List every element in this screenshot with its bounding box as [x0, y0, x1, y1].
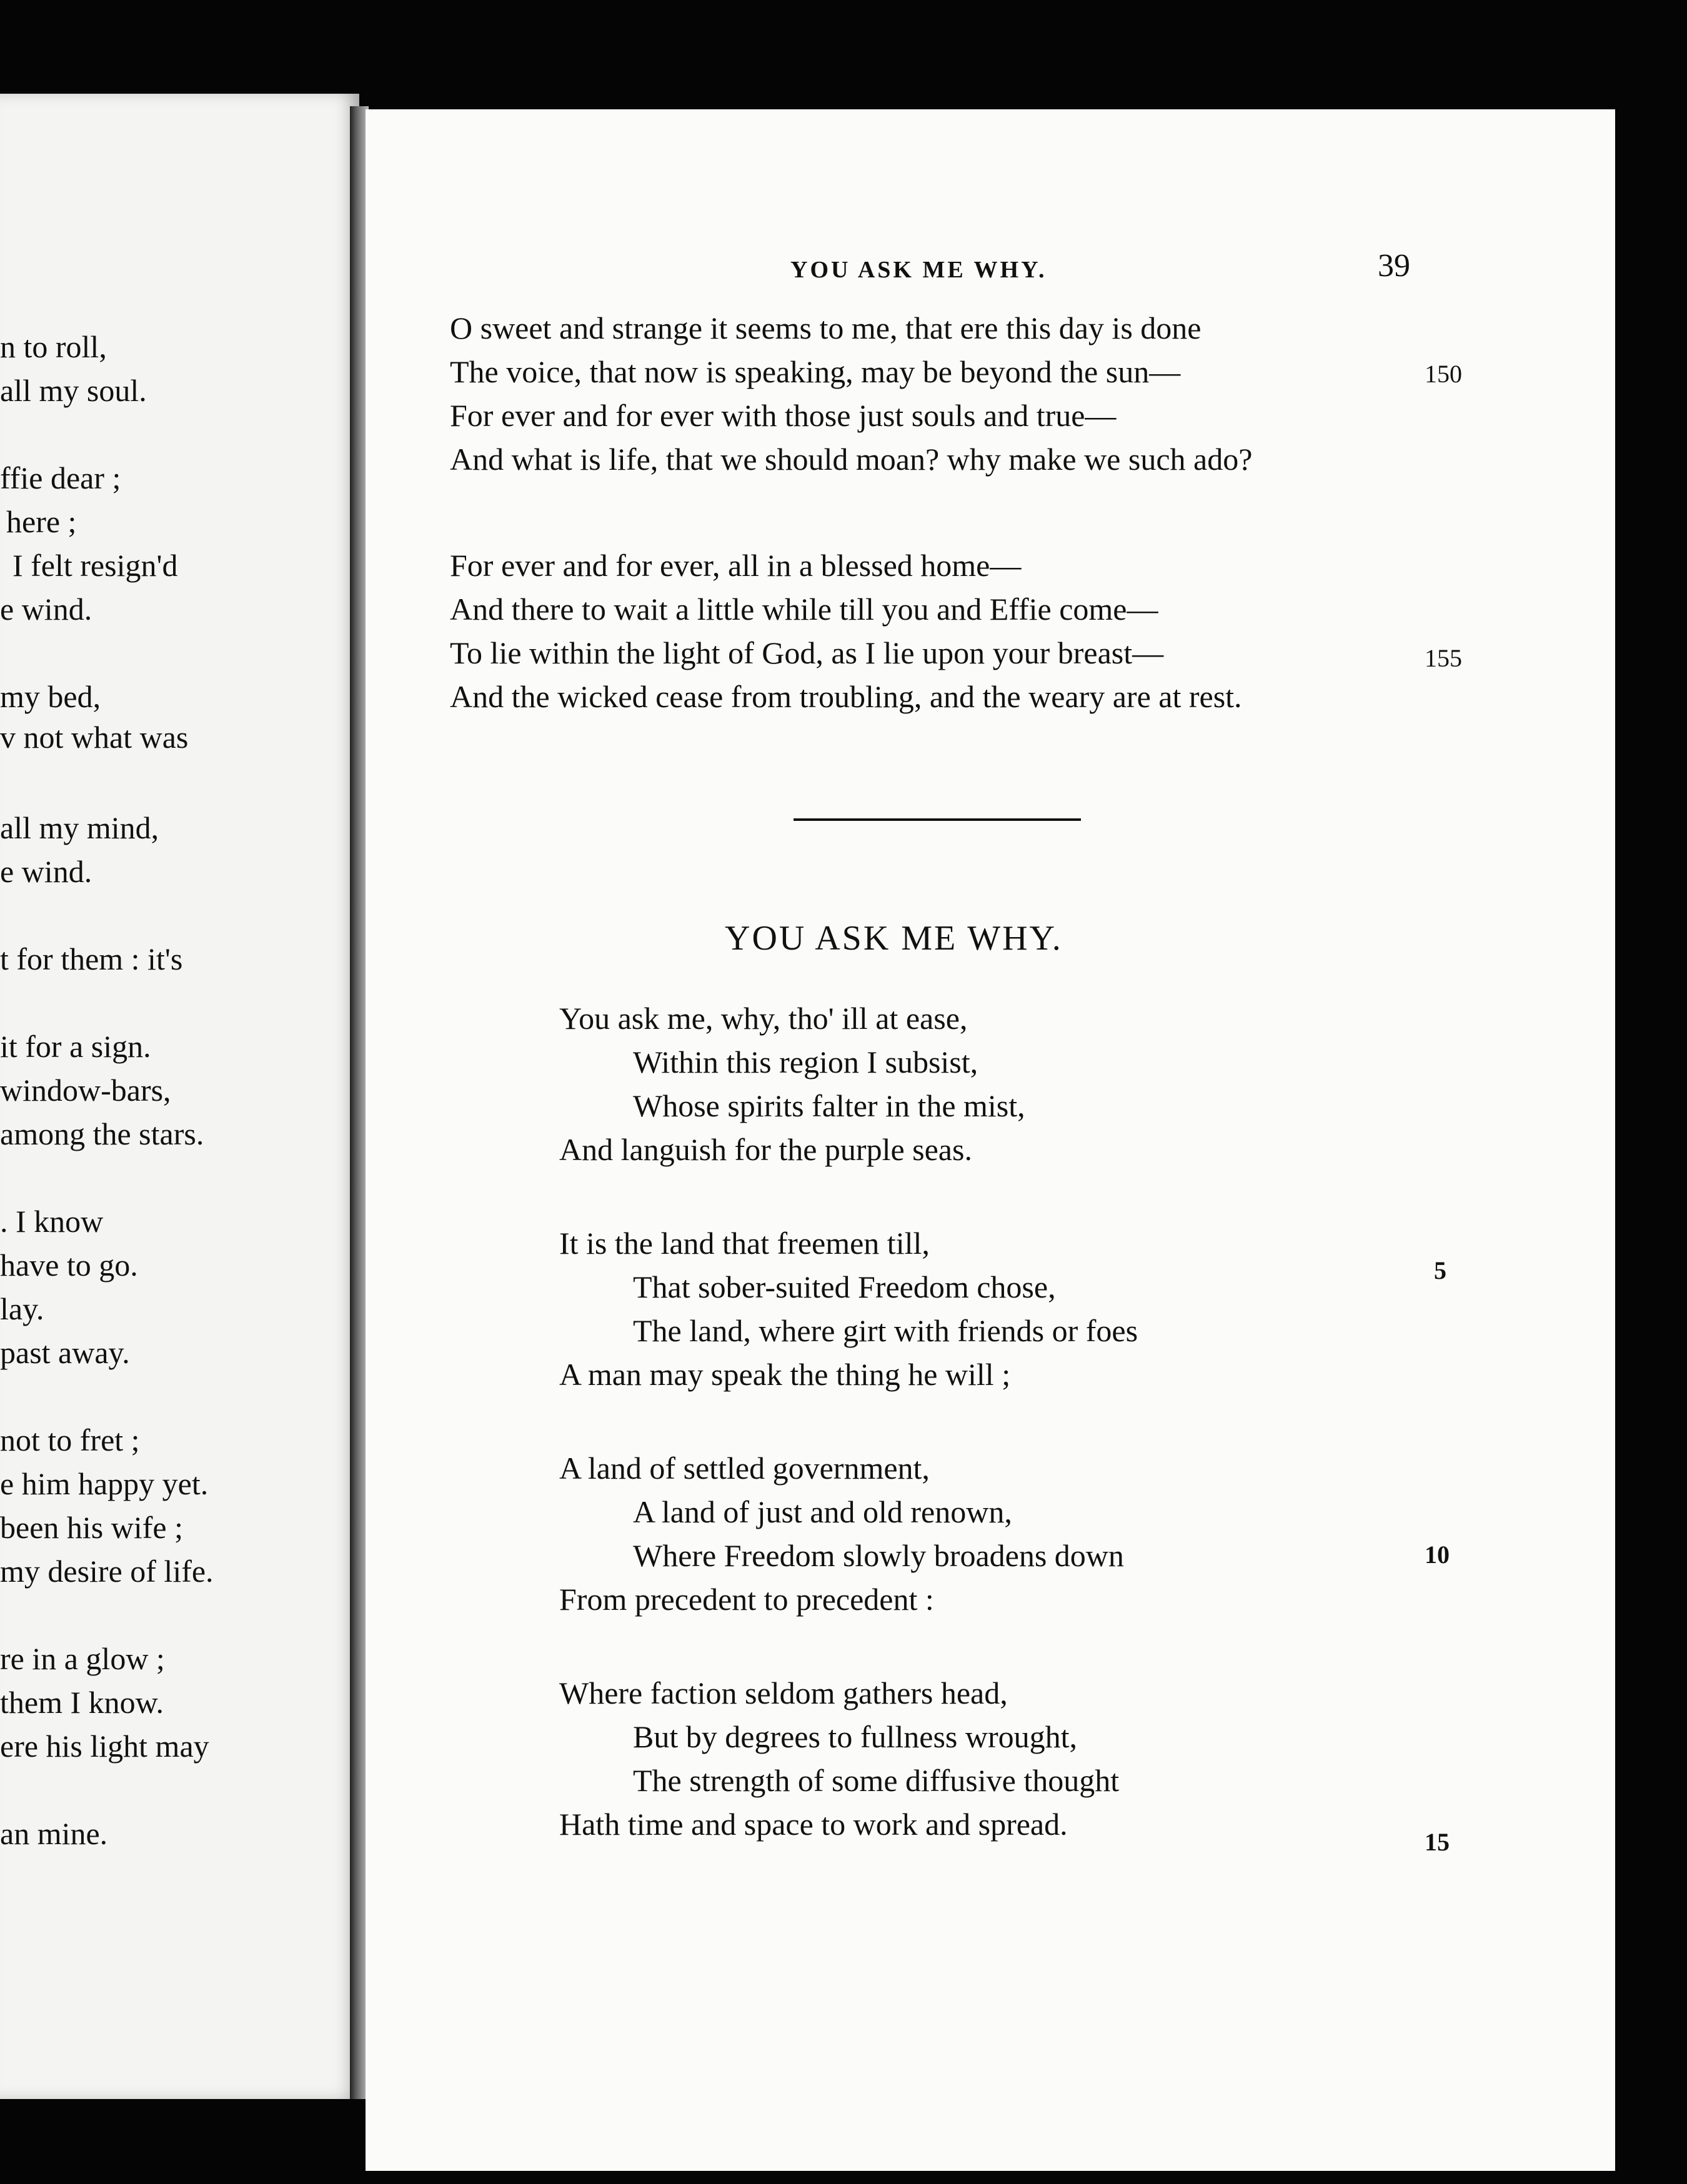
left-line: lay. — [0, 1291, 44, 1326]
verse-line: To lie within the light of God, as I lie upon your breast— — [450, 635, 1164, 670]
left-line: t for them : it's — [0, 941, 183, 976]
verse-line: And the wicked cease from troubling, and the weary are at rest. — [450, 679, 1242, 714]
running-head-title: YOU ASK ME WHY. — [790, 257, 1047, 283]
line-number: 155 — [1425, 644, 1462, 672]
left-line: . I know — [0, 1204, 104, 1239]
left-line: an mine. — [0, 1816, 108, 1851]
line-number: 10 — [1425, 1541, 1450, 1569]
verse-line: But by degrees to fullness wrought, — [633, 1719, 1078, 1754]
verse-line: Where faction seldom gathers head, — [559, 1675, 1008, 1710]
right-page — [366, 109, 1615, 2171]
verse-line: A man may speak the thing he will ; — [559, 1357, 1011, 1392]
left-line: it for a sign. — [0, 1029, 151, 1064]
left-line: past away. — [0, 1335, 130, 1370]
verse-line: It is the land that freemen till, — [559, 1226, 930, 1261]
verse-line: A land of settled government, — [559, 1451, 930, 1486]
left-line: v not what was — [0, 720, 189, 755]
left-line: e him happy yet. — [0, 1466, 209, 1501]
left-line: I felt resign'd — [12, 548, 178, 583]
left-line: here ; — [6, 504, 77, 539]
verse-line: That sober-suited Freedom chose, — [633, 1269, 1056, 1304]
verse-line: A land of just and old renown, — [633, 1494, 1012, 1529]
line-number: 15 — [1425, 1828, 1450, 1856]
verse-line: For ever and for ever with those just souls and true— — [450, 398, 1117, 433]
line-number: 150 — [1425, 360, 1462, 388]
verse-line: Within this region I subsist, — [633, 1045, 978, 1080]
left-line: among the stars. — [0, 1116, 204, 1151]
verse-line: The strength of some diffusive thought — [633, 1763, 1120, 1798]
verse-line: And there to wait a little while till you and Effie come— — [450, 592, 1158, 627]
left-page — [0, 94, 359, 2099]
left-line: ffie dear ; — [0, 460, 121, 495]
left-line: not to fret ; — [0, 1422, 140, 1457]
verse-line: Hath time and space to work and spread. — [559, 1807, 1068, 1842]
verse-line: The voice, that now is speaking, may be beyond the sun— — [450, 354, 1181, 389]
left-line: re in a glow ; — [0, 1641, 165, 1676]
verse-line: Where Freedom slowly broadens down — [633, 1538, 1124, 1573]
left-line: been his wife ; — [0, 1510, 183, 1545]
left-line: all my mind, — [0, 810, 159, 845]
left-line: e wind. — [0, 854, 92, 889]
verse-line: From precedent to precedent : — [559, 1582, 934, 1617]
verse-line: For ever and for ever, all in a blessed home— — [450, 548, 1022, 583]
poem-title: YOU ASK ME WHY. — [725, 919, 1063, 958]
left-line: my desire of life. — [0, 1554, 214, 1589]
left-line: ere his light may — [0, 1729, 209, 1764]
left-line: window-bars, — [0, 1073, 171, 1108]
page-number: 39 — [1378, 248, 1410, 284]
verse-line: And what is life, that we should moan? why make we such ado? — [450, 442, 1253, 477]
section-divider — [794, 818, 1081, 821]
verse-line: You ask me, why, tho' ill at ease, — [559, 1001, 968, 1036]
left-line: them I know. — [0, 1685, 164, 1720]
left-line: e wind. — [0, 592, 92, 627]
line-number: 5 — [1434, 1256, 1446, 1284]
verse-line: O sweet and strange it seems to me, that ere this day is done — [450, 310, 1202, 345]
verse-line: The land, where girt with friends or foes — [633, 1313, 1138, 1348]
left-line: n to roll, — [0, 329, 107, 364]
left-line: all my soul. — [0, 373, 147, 408]
verse-line: And languish for the purple seas. — [559, 1132, 972, 1167]
left-line: have to go. — [0, 1248, 138, 1283]
left-line: my bed, — [0, 679, 101, 714]
verse-line: Whose spirits falter in the mist, — [633, 1088, 1025, 1123]
